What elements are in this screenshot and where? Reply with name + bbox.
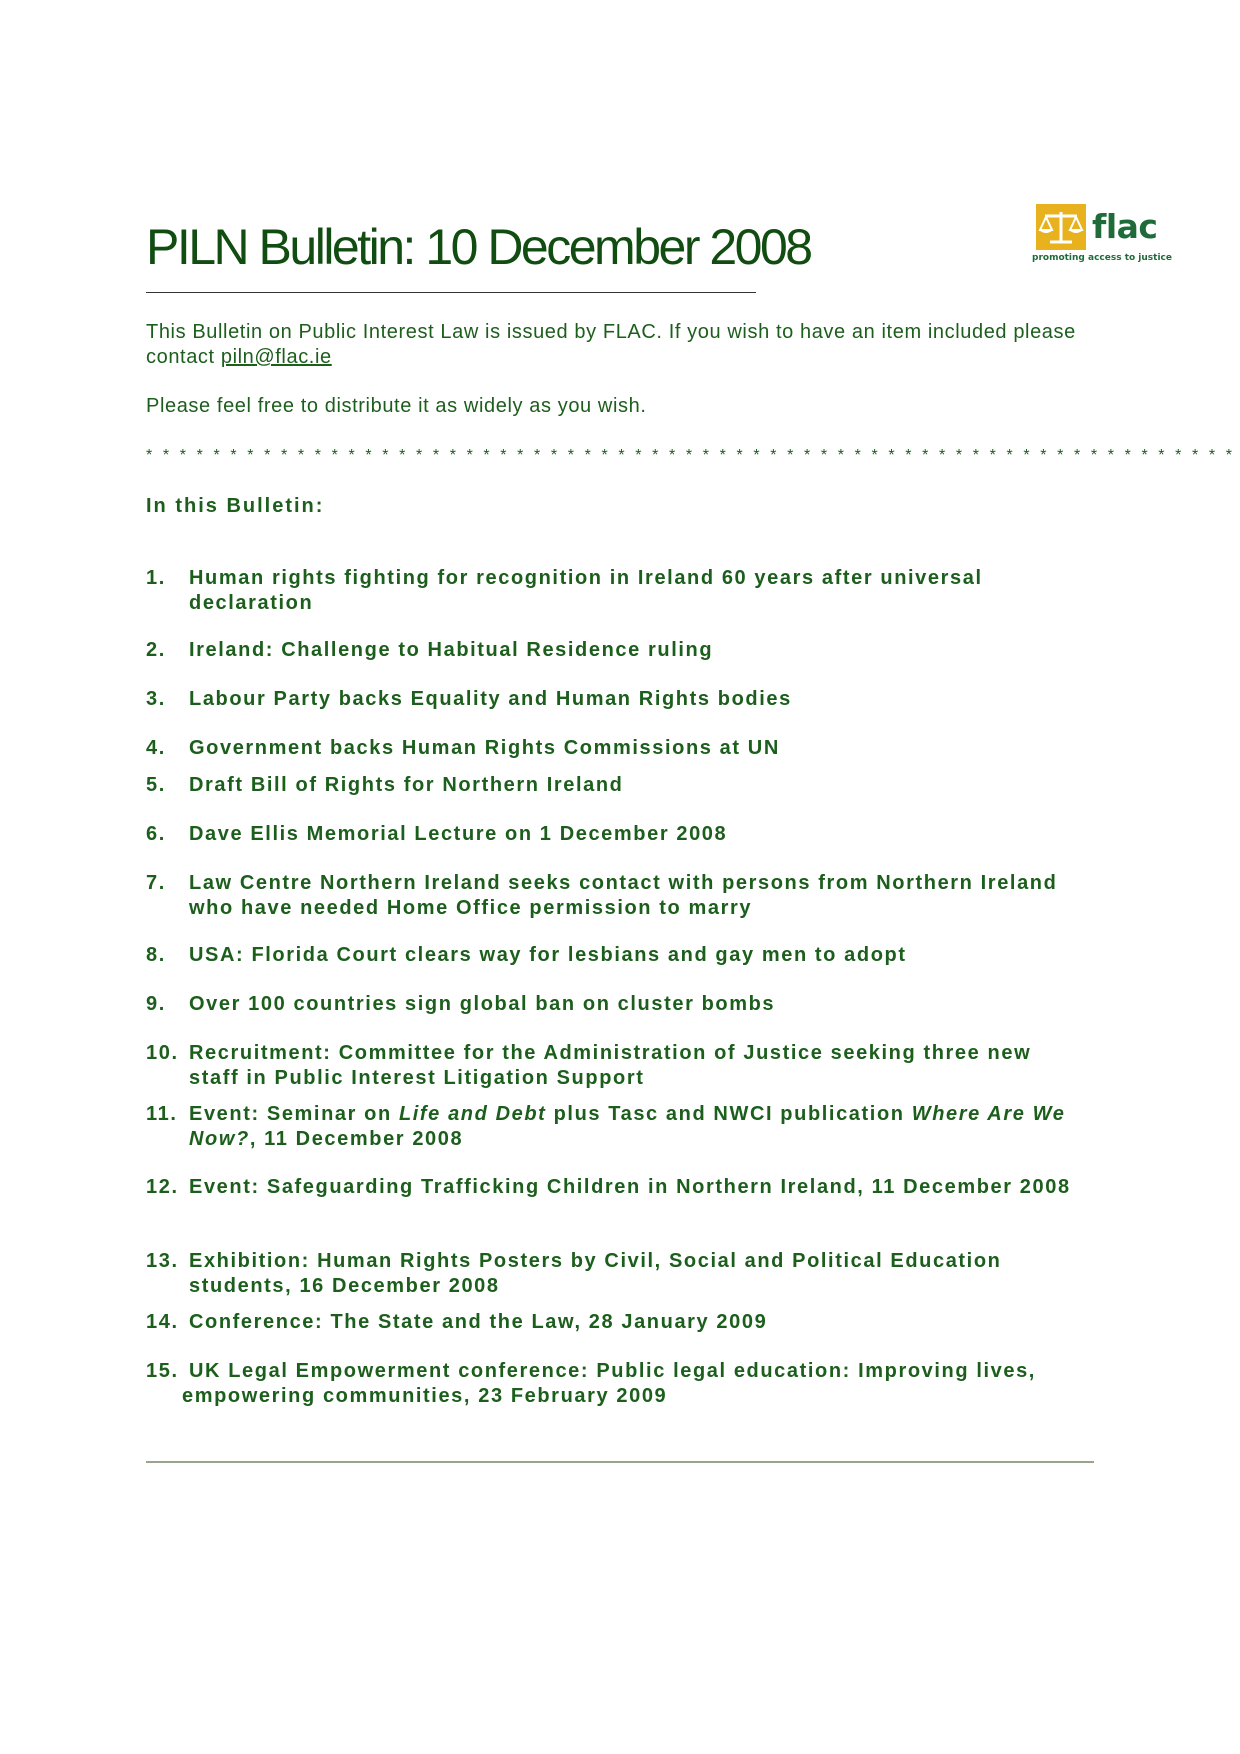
intro-text: This Bulletin on Public Interest Law is issued by FLAC. If you wish to have an item included please contact — [146, 321, 1076, 368]
toc-number: 11. — [146, 1103, 178, 1125]
toc-item[interactable] — [146, 1359, 1086, 1409]
toc-number: 4. — [146, 737, 166, 759]
intro-paragraph — [146, 320, 1086, 370]
toc-number: 12. — [146, 1176, 179, 1198]
toc-title — [146, 1102, 1086, 1152]
toc-title — [146, 1359, 1086, 1409]
toc-item[interactable] — [146, 687, 1086, 712]
logo-tagline: promoting access to justice — [1032, 253, 1172, 263]
asterisk-separator: * * * * * * * * * * * * * * * * * * * * * * * * * * * * * * * * * * * * * * * * * * * * * * * * * * * * * * * * * * * * * * * * * — [146, 447, 1236, 464]
flac-logo — [1032, 204, 1172, 270]
contents-heading: In this Bulletin: — [146, 495, 325, 517]
toc-item[interactable] — [146, 1175, 1086, 1200]
toc-title-line: empowering communities, 23 February 2009 — [182, 1385, 668, 1407]
toc-title-part: Event: Seminar on — [189, 1103, 399, 1125]
toc-title: Over 100 countries sign global ban on cluster bombs — [189, 993, 776, 1015]
toc-number: 7. — [146, 872, 166, 894]
toc-number: 8. — [146, 944, 166, 966]
toc-number: 14. — [146, 1311, 179, 1333]
toc-number: 3. — [146, 688, 166, 710]
toc-item[interactable] — [146, 1102, 1086, 1152]
toc-item[interactable] — [146, 1249, 1086, 1299]
toc-item[interactable] — [146, 871, 1086, 921]
toc-title-line: UK Legal Empowerment conference: Public legal education: Improving lives, — [189, 1360, 1036, 1382]
toc-number: 5. — [146, 774, 166, 796]
distribute-note: Please feel free to distribute it as widely as you wish. — [146, 395, 647, 417]
toc-number: 15. — [146, 1360, 179, 1382]
toc-number: 1. — [146, 567, 166, 589]
toc-title-part: plus Tasc and NWCI publication — [546, 1103, 912, 1125]
toc-title: Event: Safeguarding Trafficking Children in Northern Ireland, 11 December 2008 — [189, 1176, 1071, 1198]
toc-title: Exhibition: Human Rights Posters by Civil, Social and Political Education students, 16 December 2008 — [189, 1250, 1002, 1297]
toc-title: Law Centre Northern Ireland seeks contact with persons from Northern Ireland who have needed Home Office permission to marry — [189, 872, 1058, 919]
toc-title-part: , 11 December 2008 — [249, 1128, 464, 1150]
toc-number: 13. — [146, 1250, 179, 1272]
toc-title: Labour Party backs Equality and Human Rights bodies — [189, 688, 792, 710]
toc-title: Dave Ellis Memorial Lecture on 1 December 2008 — [189, 823, 728, 845]
toc-item[interactable] — [146, 1041, 1086, 1091]
toc-number: 6. — [146, 823, 166, 845]
toc-title: Draft Bill of Rights for Northern Ireland — [189, 774, 624, 796]
contact-email-link[interactable]: piln@flac.ie — [220, 346, 332, 368]
page-title: PILN Bulletin: 10 December 2008 — [146, 219, 811, 275]
toc-title: USA: Florida Court clears way for lesbians and gay men to adopt — [189, 944, 907, 966]
toc-title: Conference: The State and the Law, 28 January 2009 — [189, 1311, 768, 1333]
toc-item[interactable] — [146, 943, 1086, 968]
toc-item[interactable] — [146, 992, 1086, 1017]
title-underline — [146, 292, 756, 293]
toc-title-emphasis: Life and Debt — [398, 1103, 547, 1125]
toc-title: Ireland: Challenge to Habitual Residence ruling — [189, 639, 714, 661]
toc-item[interactable] — [146, 773, 1086, 798]
toc-item[interactable] — [146, 822, 1086, 847]
toc-title-emphasis: Where Are We Now? — [189, 1103, 1066, 1150]
toc-item[interactable] — [146, 736, 1086, 761]
toc-title: Government backs Human Rights Commissions at UN — [189, 737, 780, 759]
toc-title: Human rights fighting for recognition in Ireland 60 years after universal declaration — [189, 567, 983, 614]
logo-wordmark: flac — [1092, 207, 1158, 246]
toc-number: 9. — [146, 993, 166, 1015]
toc-title: Recruitment: Committee for the Administration of Justice seeking three new staff in Public Interest Litigation Support — [189, 1042, 1032, 1089]
toc-item[interactable] — [146, 566, 1086, 616]
toc-item[interactable] — [146, 1310, 1086, 1335]
toc-number: 2. — [146, 639, 166, 661]
scales-of-justice-icon — [1036, 204, 1086, 250]
toc-item[interactable] — [146, 638, 1086, 663]
toc-number: 10. — [146, 1042, 179, 1064]
bottom-divider — [146, 1461, 1094, 1463]
